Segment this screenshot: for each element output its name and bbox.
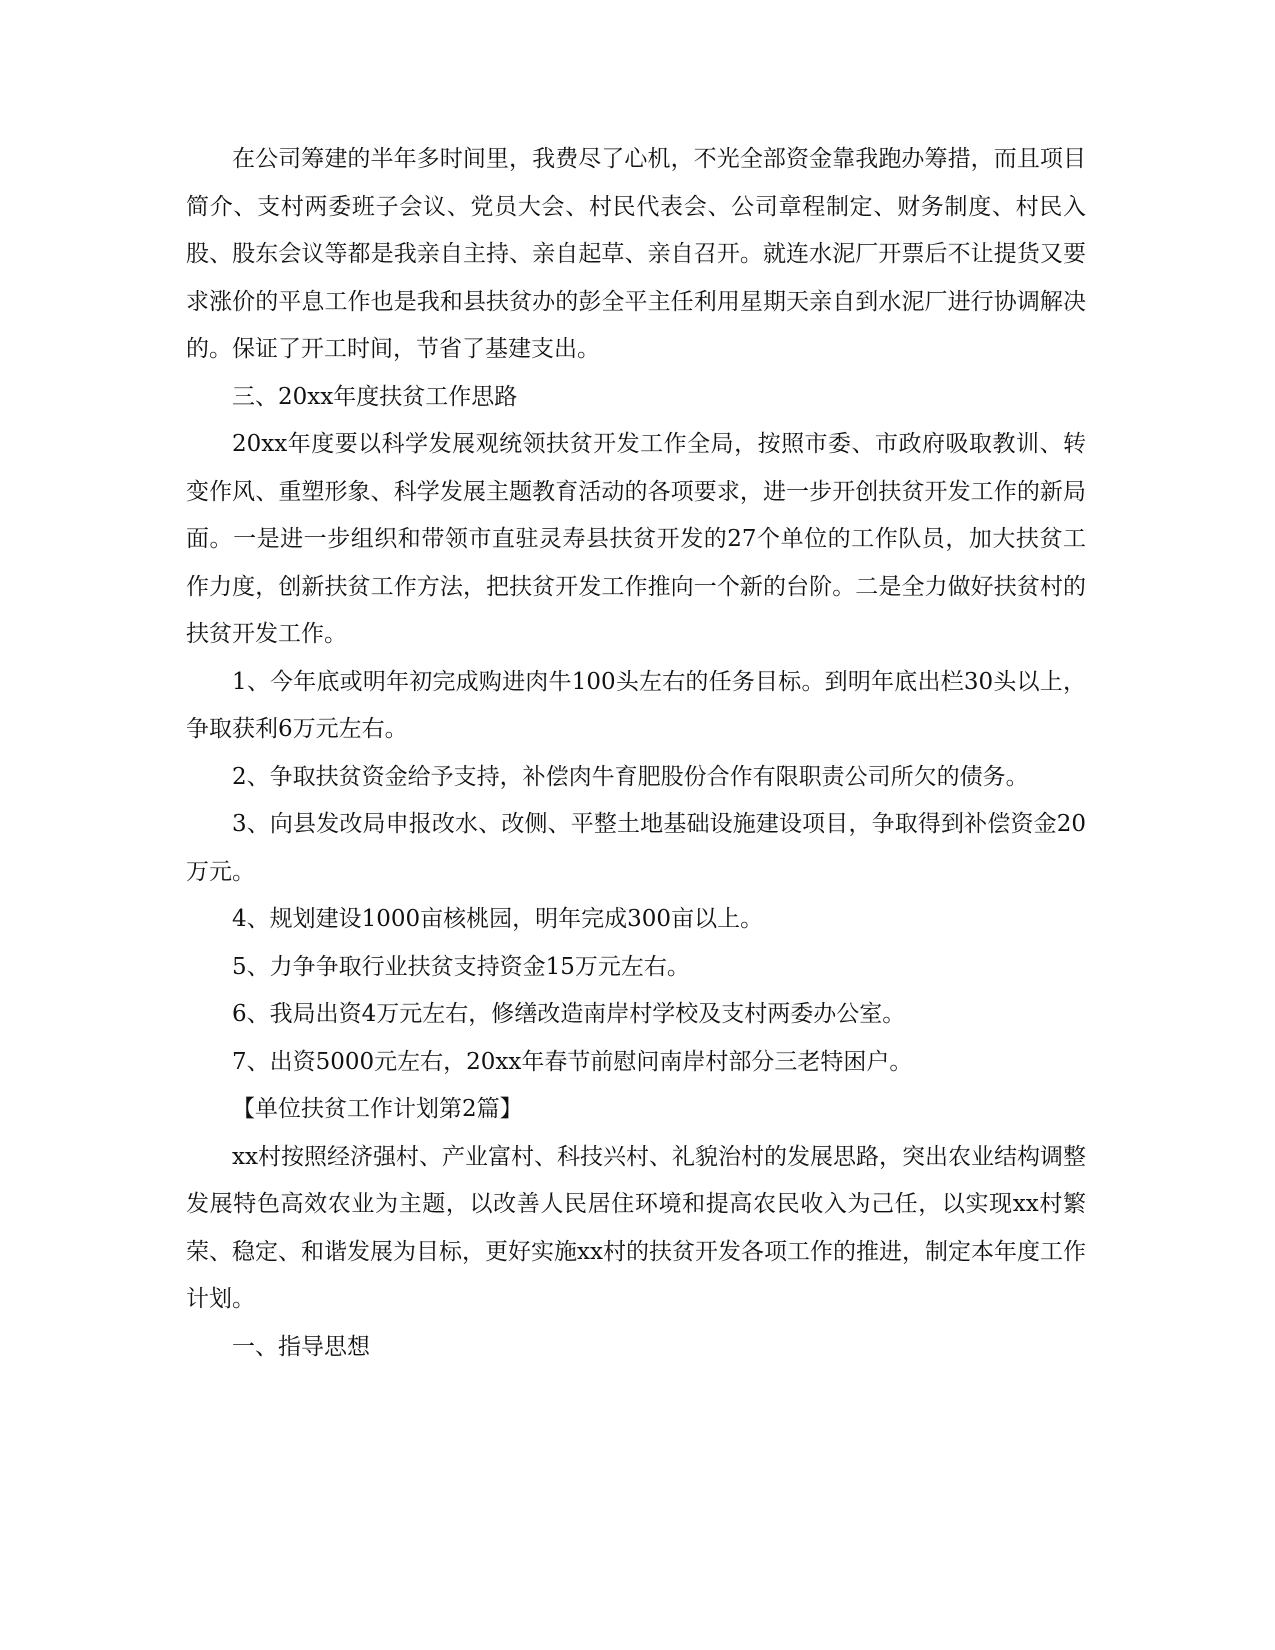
- section-heading-guiding-thought: 一、指导思想: [232, 1333, 370, 1360]
- list-item-4: 4、规划建设1000亩核桃园，明年完成300亩以上。: [232, 906, 764, 932]
- list-item-5: 5、力争争取行业扶贫支持资金15万元左右。: [232, 953, 690, 980]
- list-item-6: 6、我局出资4万元左右，修缮改造南岸村学校及支村两委办公室。: [232, 1001, 906, 1027]
- paragraph-village-plan: xx村按照经济强村、产业富村、科技兴村、礼貌治村的发展思路，突出农业结构调整发展特色高效农业为主题，以改善人民居住环境和提高农民收入为己任，以实现xx村繁荣、稳定、和谐发展为目标，更好实施xx村的扶贫开发各项工作的推进，制定本年度工作计划。: [186, 1143, 1086, 1312]
- section-heading-three: 三、20xx年度扶贫工作思路: [232, 383, 518, 410]
- list-item-3: 3、向县发改局申报改水、改侧、平整土地基础设施建设项目，争取得到补偿资金20万元。: [186, 811, 1086, 885]
- list-item-1: 1、今年底或明年初完成购进肉牛100头左右的任务目标。到明年底出栏30头以上，争取获利6万元左右。: [186, 668, 1086, 742]
- document-body: [186, 136, 1086, 1371]
- list-item-7: 7、出资5000元左右，20xx年春节前慰问南岸村部分三老特困户。: [232, 1048, 913, 1075]
- paragraph-company-setup: 在公司筹建的半年多时间里，我费尽了心机，不光全部资金靠我跑办筹措，而且项目简介、支村两委班子会议、党员大会、村民代表会、公司章程制定、财务制度、村民入股、股东会议等都是我亲自主持、亲自起草、亲自召开。就连水泥厂开票后不让提货又要求涨价的平息工作也是我和县扶贫办的彭全平主任利用星期天亲自到水泥厂进行协调解决的。保证了开工时间，节省了基建支出。: [186, 146, 1086, 362]
- article-heading-part-2: 【单位扶贫工作计划第2篇】: [232, 1096, 523, 1122]
- list-item-2: 2、争取扶贫资金给予支持，补偿肉牛育肥股份合作有限职责公司所欠的债务。: [232, 763, 1029, 790]
- paragraph-work-plan-intro: 20xx年度要以科学发展观统领扶贫开发工作全局，按照市委、市政府吸取教训、转变作风、重塑形象、科学发展主题教育活动的各项要求，进一步开创扶贫开发工作的新局面。一是进一步组织和带领市直驻灵寿县扶贫开发的27个单位的工作队员，加大扶贫工作力度，创新扶贫工作方法，把扶贫开发工作推向一个新的台阶。二是全力做好扶贫村的扶贫开发工作。: [186, 431, 1086, 647]
